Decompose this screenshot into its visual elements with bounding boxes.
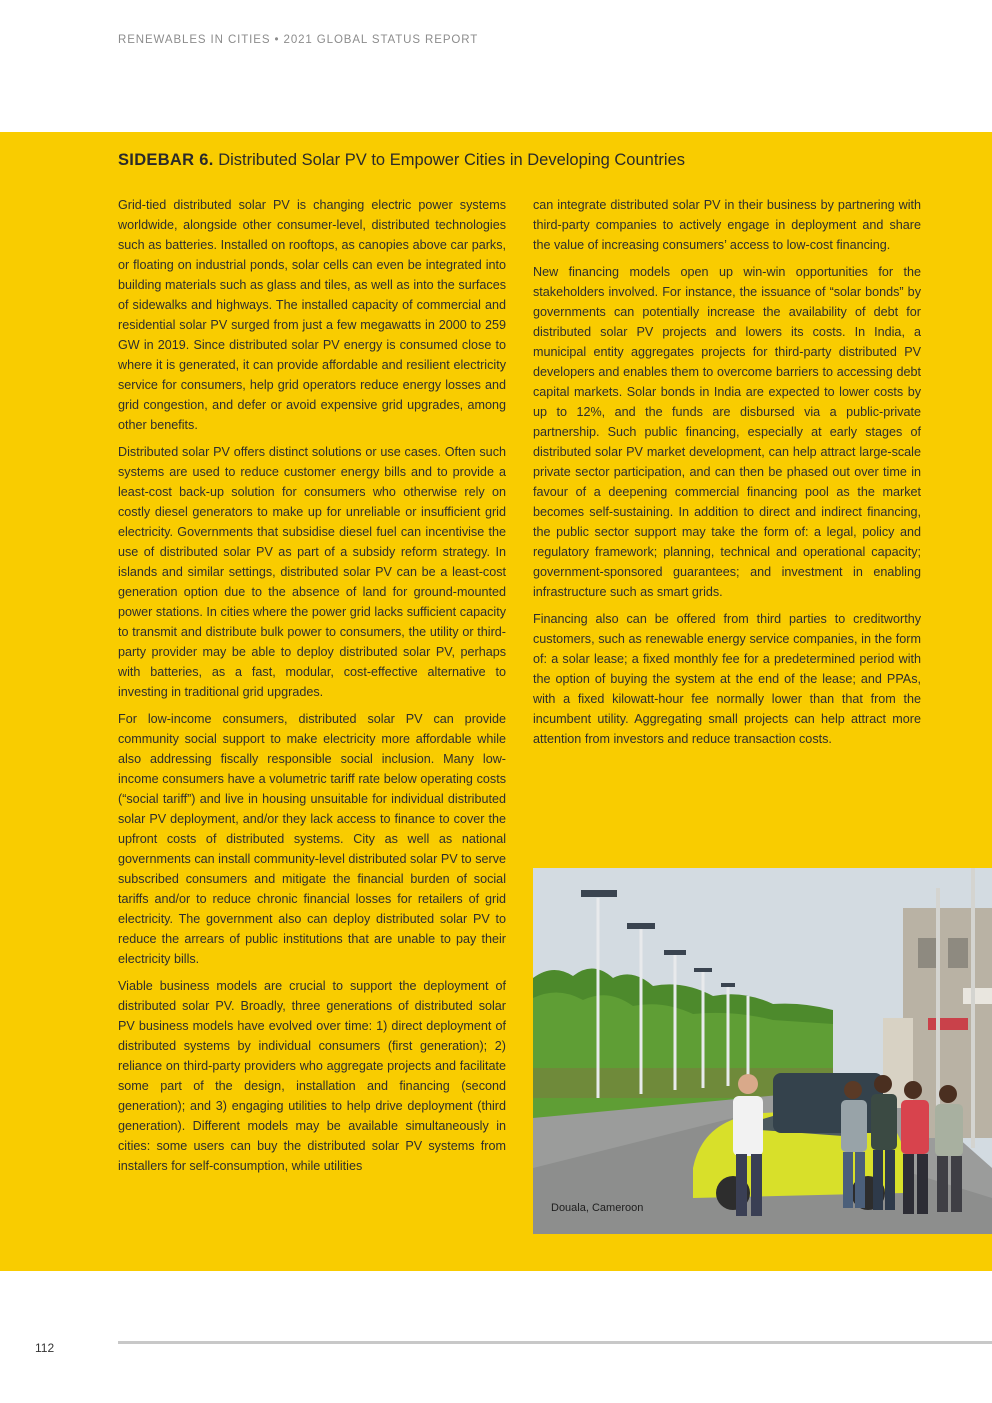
paragraph: Distributed solar PV offers distinct solutions or use cases. Often such systems are used to reduce customer energy bills and to provide a least-cost back-up solution for consumers who otherwise rely on costly diesel generators to make up for unreliable or insufficient grid electricity. Governments that subsidise diesel fuel can incentivise the use of distributed solar PV as part of a subsidy reform strategy. In islands and similar settings, distributed solar PV can be a least-cost generation option due to the absence of land for ground-mounted power stations. In cities where the power grid lacks sufficient capacity to transmit and distribute bulk power to consumers, the utility or third-party provider may be able to deploy distributed solar PV, perhaps with batteries, as a fast, modular, cost-effective alternative to investing in traditional grid upgrades. [118,445,506,699]
photo-caption: Douala, Cameroon [551,1202,644,1214]
sidebar-label: SIDEBAR 6. [118,151,214,169]
left-column [118,195,506,1183]
sidebar-heading: Distributed Solar PV to Empower Cities in Developing Countries [218,151,685,169]
page-number: 112 [35,1341,55,1355]
street-photo-illustration [533,868,992,1234]
paragraph: Financing also can be offered from third parties to creditworthy customers, such as renewable energy service companies, in the form of: a solar lease; a fixed monthly fee for a predetermined period with the option of buying the system at the end of the lease; and PPAs, with a fixed kilowatt-hour fee normally lower than that from the incumbent utility. Aggregating small projects can help attract more attention from investors and reduce transaction costs. [533,612,921,746]
street-photo [533,868,992,1234]
paragraph: For low-income consumers, distributed solar PV can provide community social support to make electricity more affordable while also addressing fiscally responsible social inclusion. Many low-income consumers have a volumetric tariff rate below operating costs (“social tariff”) and live in housing unsuitable for individual distributed solar PV deployment, and/or they lack access to finance to cover the upfront costs of distributed systems. City as well as national governments can install community-level distributed solar PV to serve subscribed consumers and mitigate the financial burden of social tariffs and/or to reduce chronic financial losses for retailers of grid electricity. The government also can deploy distributed solar PV to reduce the arrears of public institutions that are unable to pay their electricity bills. [118,712,506,966]
sidebar-title [118,151,938,170]
footer-rule [118,1341,992,1344]
running-head: RENEWABLES IN CITIES • 2021 GLOBAL STATUS REPORT [118,34,479,46]
paragraph: Grid-tied distributed solar PV is changing electric power systems worldwide, alongside other consumer-level, distributed technologies such as batteries. Installed on rooftops, as canopies above car parks, or floating on industrial ponds, solar cells can even be integrated into building materials such as glass and tiles, as well as into the surfaces of sidewalks and highways. The installed capacity of commercial and residential solar PV surged from just a few megawatts in 2000 to 259 GW in 2019. Since distributed solar PV energy is consumed close to where it is generated, it can provide affordable and resilient electricity service for consumers, help grid operators reduce energy losses and grid congestion, and defer or avoid expensive grid upgrades, among other benefits. [118,198,506,432]
right-column [533,195,921,756]
paragraph: Viable business models are crucial to support the deployment of distributed solar PV. Broadly, three generations of distributed solar PV business models have evolved over time: 1) direct deployment of distributed systems by individual consumers (first generation); 2) reliance on third-party providers who aggregate projects and facilitate some part of the design, installation and financing (second generation); and 3) engaging utilities to help drive deployment (third generation). Different models may be available simultaneously in cities: some users can buy the distributed solar PV systems from installers for self-consumption, while utilities [118,979,506,1173]
paragraph: New financing models open up win-win opportunities for the stakeholders involved. For instance, the issuance of “solar bonds” by governments can potentially increase the availability of debt for distributed solar PV projects and lowers its costs. In India, a municipal entity aggregates projects for third-party distributed PV developers and enables them to overcome barriers to accessing debt capital markets. Solar bonds in India are expected to lower costs by up to 12%, and the funds are disbursed via a public-private partnership. Such public financing, especially at early stages of distributed solar PV market development, can help attract large-scale private sector participation, and can then be phased out over time in favour of a deepening commercial financing pool as the market becomes self-sustaining. In addition to direct and indirect financing, the public sector support may take the form of: a legal, policy and regulatory framework; planning, technical and operational capacity; government-sponsored guarantees; and investment in enabling infrastructure such as smart grids. [533,265,921,599]
paragraph: can integrate distributed solar PV in their business by partnering with third-party companies to actively engage in deployment and share the value of increasing consumers’ access to low-cost financing. [533,198,921,252]
